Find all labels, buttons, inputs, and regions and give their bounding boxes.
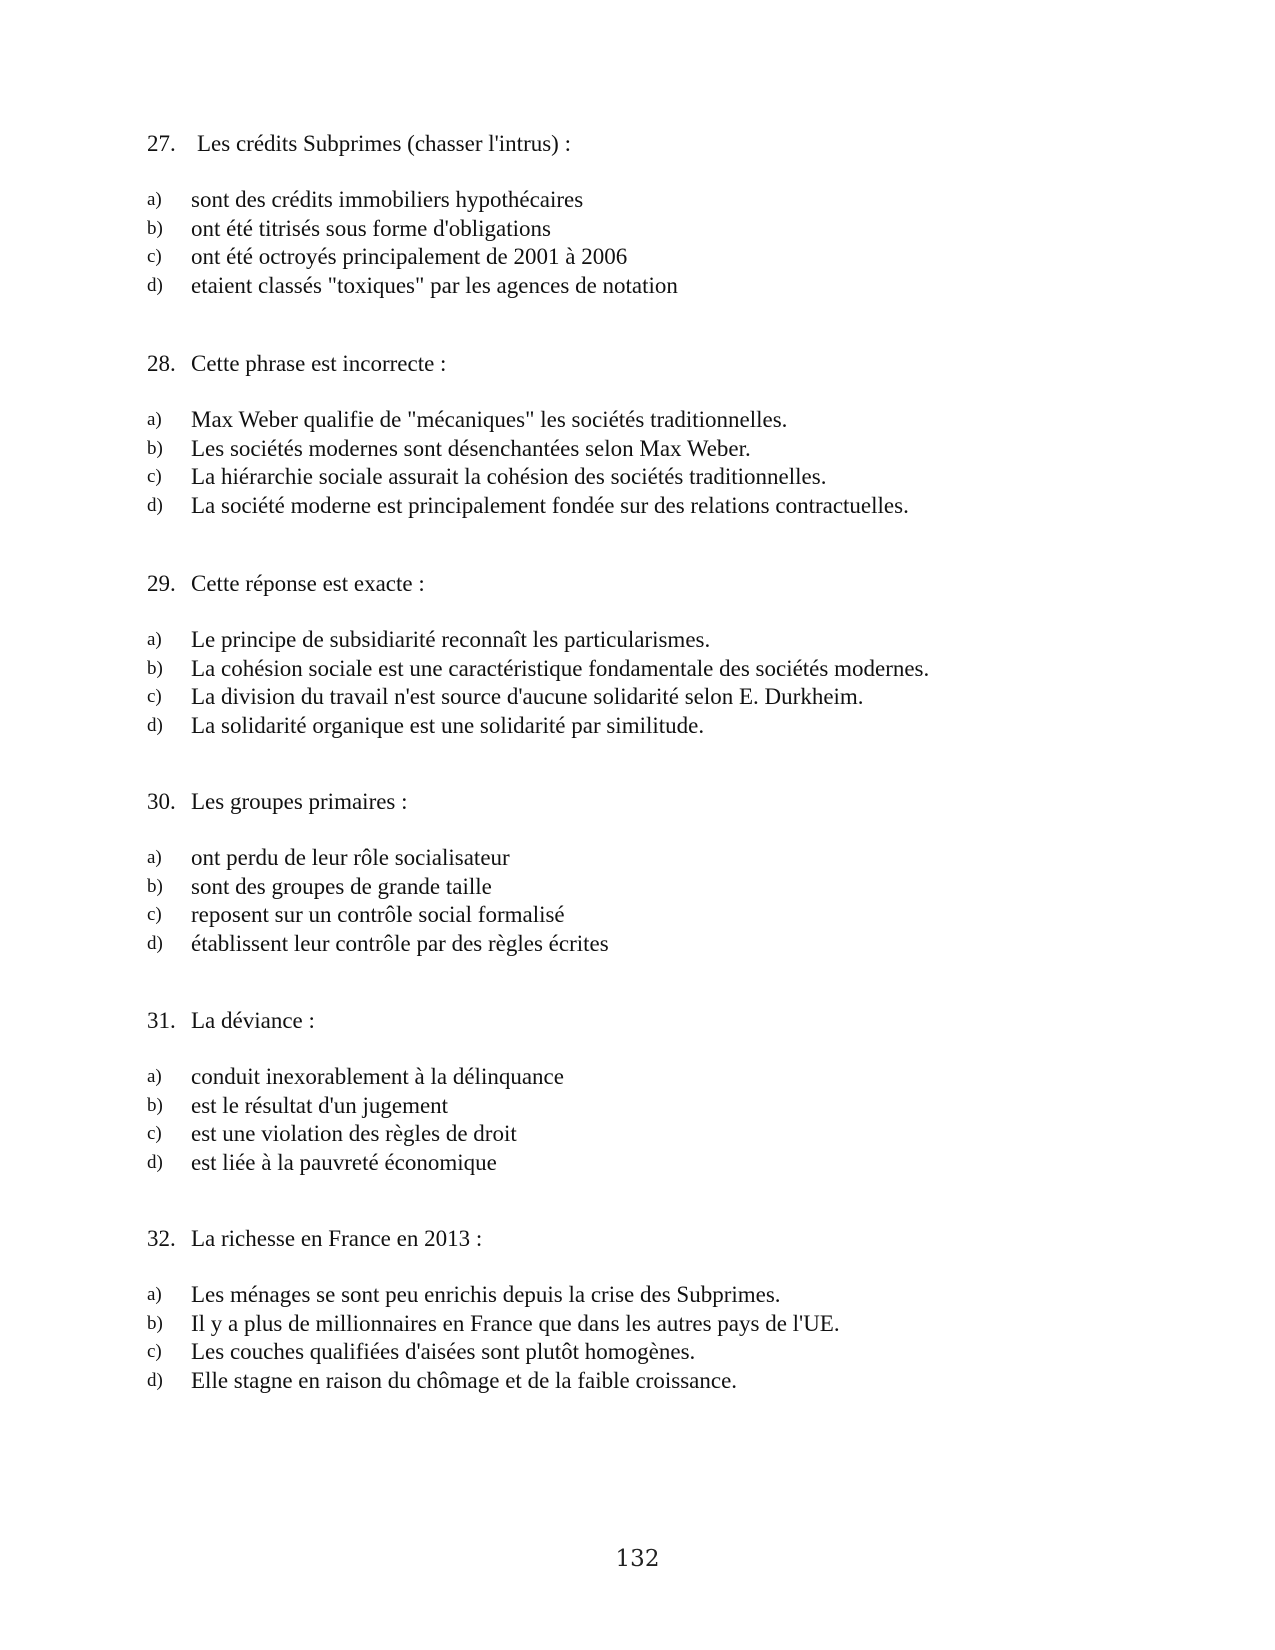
answer-option <box>0 186 1275 215</box>
question-text: La richesse en France en 2013 : <box>191 1226 483 1251</box>
option-letter: b) <box>147 1312 163 1334</box>
option-text: ont été octroyés principalement de 2001 à 2006 <box>191 244 628 270</box>
option-text: La hiérarchie sociale assurait la cohésion des sociétés traditionnelles. <box>191 464 827 490</box>
answer-option <box>0 272 1275 301</box>
answer-option <box>0 655 1275 684</box>
option-text: La société moderne est principalement fondée sur des relations contractuelles. <box>191 493 909 519</box>
answer-option <box>0 1281 1275 1310</box>
answer-option <box>0 1310 1275 1339</box>
option-text: ont perdu de leur rôle socialisateur <box>191 845 510 870</box>
answer-option <box>0 435 1275 464</box>
question-title <box>147 350 446 378</box>
option-text: établissent leur contrôle par des règles écrites <box>191 931 609 957</box>
option-text: reposent sur un contrôle social formalisé <box>191 902 565 928</box>
answer-options <box>0 1063 1275 1178</box>
question-text: Les crédits Subprimes (chasser l'intrus) : <box>197 131 571 156</box>
option-letter: d) <box>147 495 163 517</box>
option-letter: a) <box>147 847 162 868</box>
question-number: 32. <box>147 1226 176 1251</box>
option-text: Elle stagne en raison du chômage et de la faible croissance. <box>191 1368 738 1394</box>
option-letter: a) <box>147 409 162 430</box>
option-letter: b) <box>147 1094 163 1116</box>
option-letter: c) <box>147 466 162 488</box>
option-letter: a) <box>147 1066 162 1087</box>
question-title <box>147 130 571 158</box>
answer-option <box>0 712 1275 741</box>
option-text: Les couches qualifiées d'aisées sont plutôt homogènes. <box>191 1339 696 1365</box>
option-text: ont été titrisés sous forme d'obligations <box>191 215 551 241</box>
page-number: 132 <box>615 1546 660 1572</box>
option-text: sont des crédits immobiliers hypothécaires <box>191 187 584 212</box>
question-number: 28. <box>147 351 176 376</box>
option-letter: b) <box>147 657 163 679</box>
option-text: Les ménages se sont peu enrichis depuis la crise des Subprimes. <box>191 1282 781 1307</box>
answer-option <box>0 1338 1275 1367</box>
answer-options <box>0 844 1275 959</box>
question-title <box>147 1007 315 1035</box>
question-title <box>147 1225 482 1253</box>
option-letter: c) <box>147 686 162 708</box>
question-text: Cette réponse est exacte : <box>191 571 425 596</box>
option-letter: a) <box>147 629 162 650</box>
question-number: 30. <box>147 789 176 814</box>
option-letter: d) <box>147 1152 163 1174</box>
option-letter: b) <box>147 217 163 239</box>
question-number: 31. <box>147 1008 176 1033</box>
option-text: Les sociétés modernes sont désenchantées selon Max Weber. <box>191 435 751 461</box>
option-text: Max Weber qualifie de "mécaniques" les sociétés traditionnelles. <box>191 407 788 432</box>
option-letter: d) <box>147 275 163 297</box>
option-letter: d) <box>147 715 163 737</box>
option-letter: c) <box>147 904 162 926</box>
option-text: La division du travail n'est source d'aucune solidarité selon E. Durkheim. <box>191 684 864 710</box>
option-letter: d) <box>147 1370 163 1392</box>
answer-option <box>0 243 1275 272</box>
option-text: La cohésion sociale est une caractéristique fondamentale des sociétés modernes. <box>191 655 930 681</box>
option-text: conduit inexorablement à la délinquance <box>191 1064 564 1089</box>
answer-option <box>0 873 1275 902</box>
option-text: sont des groupes de grande taille <box>191 873 492 899</box>
answer-option <box>0 626 1275 655</box>
answer-option <box>0 1149 1275 1178</box>
option-letter: c) <box>147 246 162 268</box>
answer-options <box>0 626 1275 741</box>
option-text: etaient classés "toxiques" par les agences de notation <box>191 273 678 299</box>
answer-options <box>0 1281 1275 1396</box>
option-text: est le résultat d'un jugement <box>191 1092 449 1118</box>
option-letter: b) <box>147 875 163 897</box>
option-text: Il y a plus de millionnaires en France que dans les autres pays de l'UE. <box>191 1310 840 1336</box>
answer-option <box>0 1063 1275 1092</box>
answer-option <box>0 492 1275 521</box>
option-letter: c) <box>147 1123 162 1145</box>
option-text: est liée à la pauvreté économique <box>191 1150 497 1176</box>
answer-option <box>0 901 1275 930</box>
option-text: est une violation des règles de droit <box>191 1121 517 1147</box>
option-letter: a) <box>147 189 162 210</box>
question-title <box>147 570 425 598</box>
answer-option <box>0 1367 1275 1396</box>
answer-option <box>0 683 1275 712</box>
answer-option <box>0 215 1275 244</box>
answer-option <box>0 844 1275 873</box>
option-letter: a) <box>147 1284 162 1305</box>
option-text: Le principe de subsidiarité reconnaît les particularismes. <box>191 627 711 652</box>
answer-options <box>0 406 1275 521</box>
question-text: Les groupes primaires : <box>191 789 408 814</box>
answer-option <box>0 1092 1275 1121</box>
question-text: La déviance : <box>191 1008 315 1033</box>
answer-option <box>0 1120 1275 1149</box>
answer-options <box>0 186 1275 301</box>
question-number: 27. <box>147 131 176 156</box>
question-title <box>147 788 408 816</box>
option-letter: d) <box>147 933 163 955</box>
option-letter: b) <box>147 437 163 459</box>
question-number: 29. <box>147 571 176 596</box>
option-letter: c) <box>147 1341 162 1363</box>
answer-option <box>0 463 1275 492</box>
option-text: La solidarité organique est une solidarité par similitude. <box>191 713 705 739</box>
answer-option <box>0 930 1275 959</box>
question-text: Cette phrase est incorrecte : <box>191 351 447 376</box>
answer-option <box>0 406 1275 435</box>
